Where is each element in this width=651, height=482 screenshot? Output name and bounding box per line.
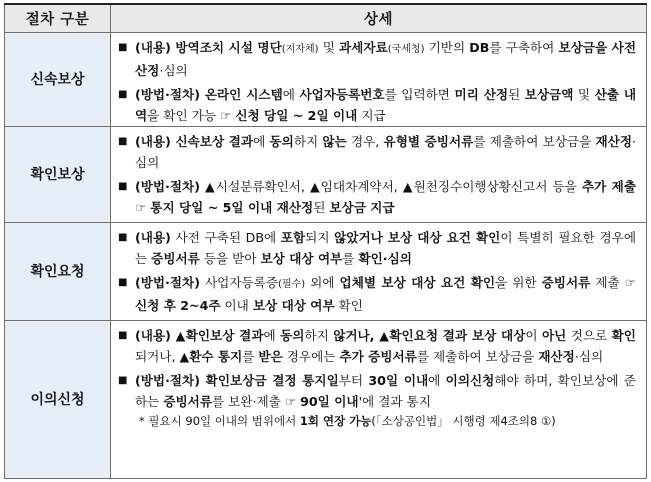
bold-text: 재산정	[595, 133, 632, 149]
bold-text: 보상금 지급	[329, 199, 395, 215]
bold-text: 보상 대상 여부	[252, 297, 335, 313]
text-segment: 되지	[305, 229, 335, 245]
bullet-item	[117, 131, 636, 173]
text-segment: 을 확인 가능 ☞	[147, 107, 236, 123]
bold-text: 않거나, ▲확인요청 결과 보상 대상	[333, 327, 526, 343]
bold-text: 확인·심의	[358, 250, 412, 266]
bold-text: 증빙서류	[541, 274, 591, 290]
bold-text: 동의	[269, 133, 294, 149]
table-row	[5, 32, 647, 126]
detail-cell	[111, 32, 647, 126]
bold-text: (방법·절차) 온라인 시스템	[135, 86, 283, 102]
text-segment: 것으로	[566, 327, 612, 343]
bold-text: 포함	[280, 229, 306, 245]
text-segment: 된	[508, 86, 525, 102]
text-segment: 사업자등록증	[199, 274, 278, 290]
bullet-item	[117, 37, 636, 81]
text-segment: * 필요시 90일 이내의 범위에서	[139, 413, 300, 428]
bold-text: 동의	[280, 327, 305, 343]
text-segment: ·심의	[135, 133, 637, 170]
text-segment: (「소상공인법」 시행령 제4조의8 ①)	[371, 413, 556, 428]
bold-text: 미리 산정	[454, 86, 509, 102]
bold-text: 30일 이내	[368, 372, 429, 388]
text-segment: 에	[263, 327, 281, 343]
category-cell: 확인요청	[5, 222, 111, 320]
header-category: 절차 구분	[5, 4, 111, 32]
text-segment: 하지	[304, 327, 334, 343]
text-segment: 에	[428, 372, 446, 388]
text-segment: 된	[313, 199, 330, 215]
bold-text: 증빙서류	[163, 393, 213, 409]
bold-text: 증빙서류	[151, 250, 200, 266]
bold-text: 통지 당일 ~ 5일 이내 재산정	[150, 199, 314, 215]
bold-text: 않는	[322, 133, 347, 149]
text-segment: 를 입력하면	[384, 86, 455, 102]
text-segment: 경우에는	[282, 348, 340, 364]
text-segment: 경우,	[346, 133, 384, 149]
bold-text: (내용)	[135, 229, 171, 245]
bold-text: ▲환수 통지	[179, 348, 243, 364]
category-cell: 신속보상	[5, 32, 111, 126]
bold-text: 확인	[611, 327, 636, 343]
text-segment: 이	[525, 327, 542, 343]
bold-text: 보상 대상 여부	[260, 250, 343, 266]
bold-text: 아닌	[541, 327, 567, 343]
bold-text: 사업자등록번호	[299, 86, 385, 102]
text-segment: ·심의	[574, 348, 604, 364]
small-note-text: (필수)	[278, 278, 306, 290]
bold-text: (내용) 신속보상 결과	[135, 133, 254, 149]
text-segment: 사전 구축된 DB에	[170, 229, 281, 245]
text-segment: 확인	[334, 297, 363, 313]
text-segment: 이 특별히 필요한 경우에는	[135, 229, 636, 266]
bold-text: DB	[469, 39, 490, 55]
bold-text: 90일 이내	[300, 393, 359, 409]
bullet-item	[117, 272, 636, 316]
bold-text: 산출 내역	[135, 86, 636, 123]
detail-cell	[111, 320, 647, 479]
text-segment: 및	[573, 86, 595, 102]
table-header-row	[5, 4, 647, 32]
text-segment: 에	[282, 86, 300, 102]
bullet-item	[117, 325, 636, 367]
bold-text: (내용) ▲확인보상 결과	[135, 327, 264, 343]
category-cell: 이의신청	[5, 320, 111, 479]
small-note-text: (지자체)	[281, 43, 319, 55]
bold-text: 추가 제출	[581, 178, 637, 194]
small-note-text: (국세청)	[387, 43, 425, 55]
text-segment: 을 위한	[495, 274, 542, 290]
bullet-item	[117, 227, 636, 269]
bold-text: 추가 증빙서류	[339, 348, 417, 364]
bold-text: (방법·절차)	[135, 274, 200, 290]
bold-text: 재산정	[538, 348, 575, 364]
text-segment: 제출 ☞	[590, 274, 636, 290]
table-row	[5, 126, 647, 222]
text-segment: 해야 하며, 확인보상에 준하는	[135, 372, 636, 409]
text-segment: 부터	[338, 372, 369, 388]
text-segment: 이내	[220, 297, 253, 313]
bullet-item	[117, 84, 636, 126]
text-segment: ▲시설분류확인서, ▲임대차계약서, ▲원천징수이행상황신고서 등을	[199, 178, 582, 194]
text-segment: 기반의	[424, 39, 470, 55]
text-segment: 지급	[357, 107, 386, 123]
detail-cell	[111, 126, 647, 222]
bold-text: 1회 연장 가능	[299, 413, 372, 428]
bold-text: 보상금을 사전 산정	[135, 39, 636, 78]
footnote	[117, 412, 636, 431]
text-segment: 외에	[305, 274, 340, 290]
text-segment: 되거나,	[135, 348, 180, 364]
bold-text: (방법·절차)	[135, 178, 200, 194]
bullet-item	[117, 370, 636, 412]
text-segment: 를 제출하여 보상금을	[416, 348, 539, 364]
bold-text: (방법·절차) 확인보상금 결정 통지일	[135, 372, 339, 388]
bold-text: 신청 당일 ~ 2일 이내	[235, 107, 358, 123]
text-segment: 및	[318, 39, 340, 55]
text-segment: 하지	[293, 133, 323, 149]
text-segment: 등을 받아	[199, 250, 261, 266]
bold-text: 과세자료	[339, 39, 388, 55]
text-segment: 를 제출하여 보상금을	[473, 133, 596, 149]
bold-text: 않았거나 보상 대상 요건 확인	[334, 229, 501, 245]
procedure-table	[4, 3, 647, 479]
category-cell: 확인보상	[5, 126, 111, 222]
detail-cell	[111, 222, 647, 320]
text-segment: 에	[253, 133, 270, 149]
text-segment: '에 결과 통지	[358, 393, 431, 409]
header-detail: 상세	[111, 4, 647, 32]
text-segment: ·심의	[159, 62, 188, 78]
table-row	[5, 320, 647, 479]
bold-text: 보상금액	[524, 86, 574, 102]
bold-text: 유형별 증빙서류	[383, 133, 474, 149]
text-segment: 를	[342, 250, 359, 266]
bold-text: 받은	[258, 348, 283, 364]
bold-text: (내용) 방역조치 시설 명단	[135, 39, 282, 55]
bold-text: 신청 후 2~4주	[135, 297, 221, 313]
bold-text: 업체별 보상 대상 요건 확인	[339, 274, 496, 290]
bold-text: 이의신청	[445, 372, 495, 388]
table-row	[5, 222, 647, 320]
bullet-item	[117, 176, 636, 218]
text-segment: 를	[242, 348, 259, 364]
text-segment: 를 보완·제출 ☞	[212, 393, 301, 409]
text-segment: ☞	[135, 199, 151, 215]
text-segment: 를 구축하여	[489, 39, 559, 55]
